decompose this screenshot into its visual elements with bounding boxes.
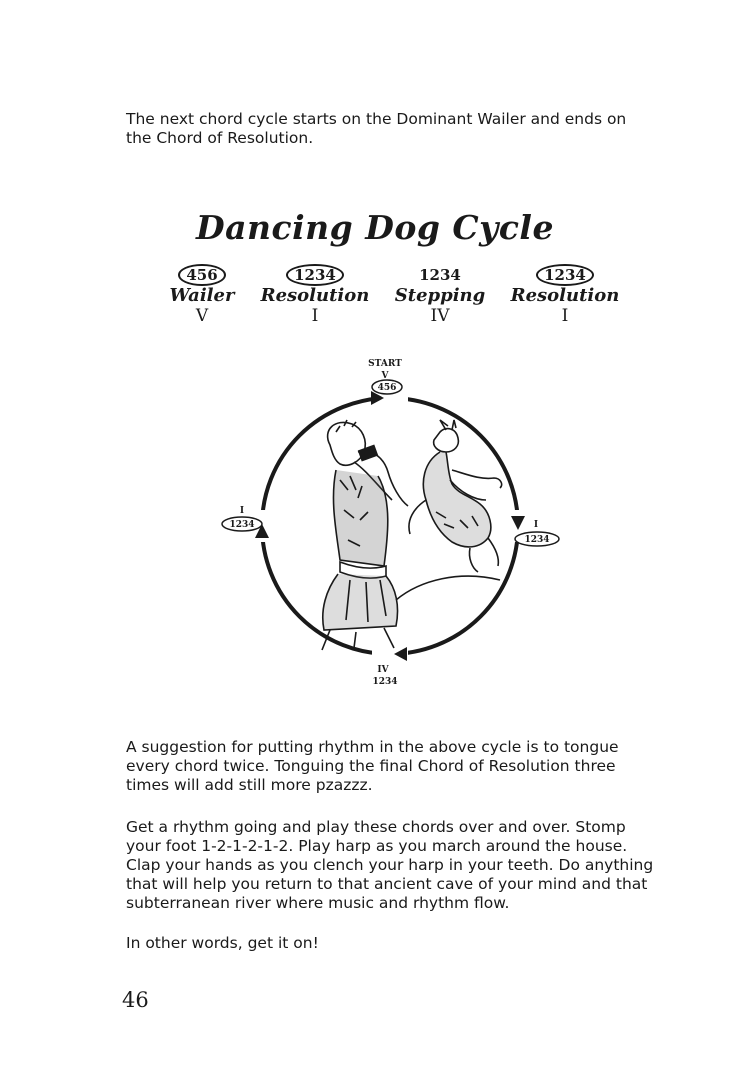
chord-roman: I bbox=[311, 306, 319, 326]
chord-roman: IV bbox=[430, 306, 450, 326]
rhythm-suggestion-paragraph: A suggestion for putting rhythm in the above cycle is to tongue every chord twice. Tonguing the final Chord of Resolution three times will add still more pzazzz. bbox=[126, 738, 619, 794]
caveman-illustration bbox=[322, 420, 408, 650]
closing-paragraph: In other words, get it on! bbox=[126, 934, 319, 952]
chord-name: Wailer bbox=[169, 285, 235, 306]
top-roman: V bbox=[381, 371, 389, 381]
left-roman: I bbox=[239, 506, 245, 516]
start-label: START bbox=[368, 359, 402, 369]
chord-roman: I bbox=[561, 306, 569, 326]
bottom-holes: 1234 bbox=[372, 677, 398, 687]
top-holes: 456 bbox=[377, 383, 397, 393]
chord-name: Stepping bbox=[394, 285, 486, 306]
right-holes: 1234 bbox=[524, 535, 550, 545]
diagram-title: Dancing Dog Cycle bbox=[196, 208, 554, 247]
left-holes: 1234 bbox=[229, 520, 255, 530]
chord-holes: 1234 bbox=[286, 264, 344, 286]
right-roman: I bbox=[533, 520, 539, 530]
dog-illustration bbox=[396, 420, 502, 600]
rhythm-paragraph: Get a rhythm going and play these chords over and over. Stomp your foot 1-2-1-2-1-2. Play harp as you march around the house. Clap your hands as you clench your harp in your teeth. Do anything that will help you return to that ancient cave of your mind and that subterranean river where music and rhythm flow. bbox=[126, 818, 654, 912]
chord-holes: 1234 bbox=[536, 264, 594, 286]
page-number: 46 bbox=[122, 988, 149, 1012]
chord-name: Resolution bbox=[260, 285, 370, 306]
bottom-roman: IV bbox=[377, 665, 389, 675]
chord-name: Resolution bbox=[510, 285, 620, 306]
chord-roman: V bbox=[195, 306, 209, 326]
intro-paragraph: The next chord cycle starts on the Dominant Wailer and ends on the Chord of Resolution. bbox=[126, 110, 627, 147]
chord-holes: 456 bbox=[178, 264, 225, 286]
chord-holes: 1234 bbox=[419, 266, 461, 284]
